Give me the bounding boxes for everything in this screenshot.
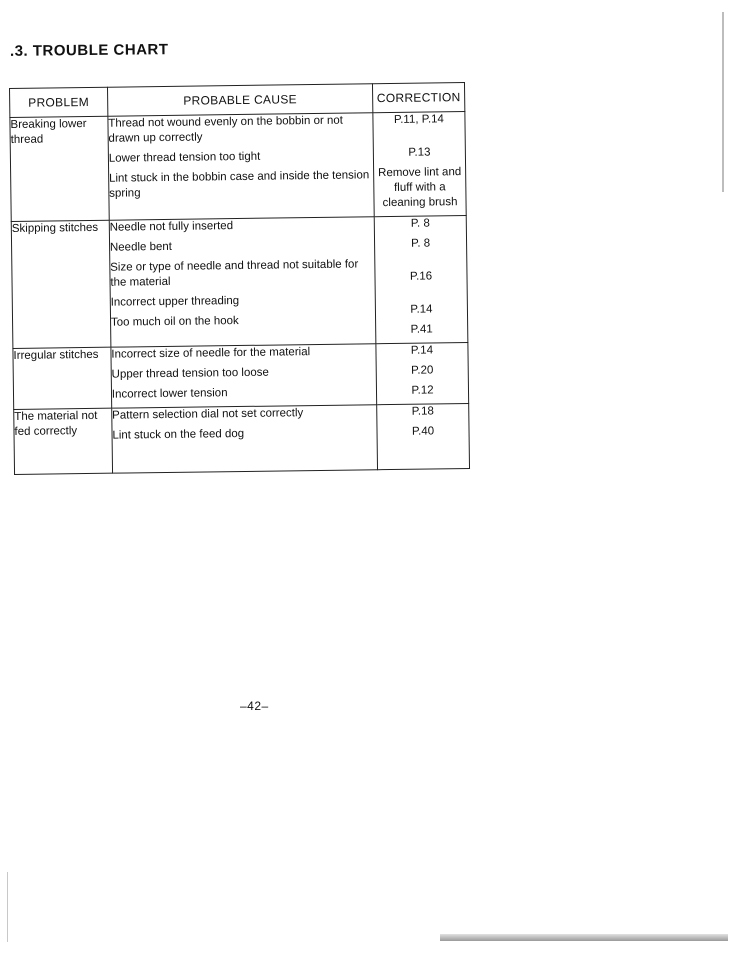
header-cause: PROBABLE CAUSE — [107, 84, 373, 116]
correction-item: P. 8 — [410, 217, 430, 230]
problem-cell: The material not fed correctly — [14, 408, 113, 474]
trouble-chart — [9, 82, 470, 475]
scan-edge-left — [7, 872, 8, 942]
correction-item: P.40 — [411, 425, 435, 438]
corrections-cell — [373, 112, 466, 217]
correction-item: P.11, P.14 — [393, 113, 444, 126]
table-row — [14, 404, 470, 475]
correction-item: P. 8 — [411, 237, 431, 250]
correction-item: P.18 — [411, 405, 434, 418]
table-row — [10, 112, 466, 222]
page-title: .3. TROUBLE CHART — [9, 41, 169, 60]
correction-item: P.12 — [411, 384, 434, 397]
table-row — [13, 343, 469, 410]
table-row — [11, 216, 468, 349]
cause-item: Incorrect lower tension — [111, 387, 228, 401]
scan-edge-bottom — [440, 934, 728, 941]
cause-item: Upper thread tension too loose — [111, 366, 269, 381]
cause-item: Thread not wound evenly on the bobbin or not drawn up correctly — [108, 114, 344, 145]
cause-item: Pattern selection dial not set correctly — [112, 407, 304, 422]
causes-cell — [108, 113, 375, 220]
correction-item: P.13 — [408, 146, 431, 159]
correction-item: P.41 — [410, 323, 433, 336]
correction-item: P.16 — [409, 270, 433, 283]
page-number: –42– — [240, 699, 269, 713]
trouble-table — [9, 82, 470, 475]
cause-item: Too much oil on the hook — [110, 315, 239, 329]
correction-item: P.14 — [410, 344, 434, 357]
correction-item: Remove lint and fluff with a cleaning brush — [378, 166, 462, 210]
corrections-cell — [374, 216, 468, 344]
header-correction: CORRECTION — [372, 83, 464, 113]
cause-item: Lint stuck in the bobbin case and inside the tension spring — [108, 169, 370, 200]
corrections-cell — [376, 343, 469, 405]
cause-item: Incorrect size of needle for the material — [111, 346, 311, 361]
header-problem: PROBLEM — [10, 87, 108, 117]
correction-item: P.14 — [410, 303, 433, 316]
cause-item: Lower thread tension too tight — [108, 150, 261, 165]
problem-cell: Irregular stitches — [13, 347, 112, 409]
cause-item: Needle not fully inserted — [109, 220, 234, 234]
causes-cell — [112, 405, 378, 473]
problem-cell: Skipping stitches — [11, 220, 110, 348]
cause-item: Needle bent — [109, 240, 173, 254]
problem-cell: Breaking lower thread — [10, 116, 109, 221]
cause-item: Size or type of needle and thread not suitable for the material — [110, 258, 359, 289]
causes-cell — [111, 344, 377, 408]
causes-cell — [109, 217, 376, 347]
cause-item: Incorrect upper threading — [110, 295, 240, 309]
scan-edge-right — [722, 12, 724, 192]
cause-item: Lint stuck on the feed dog — [112, 427, 245, 442]
correction-item: P.20 — [411, 364, 434, 377]
corrections-cell — [377, 404, 470, 470]
